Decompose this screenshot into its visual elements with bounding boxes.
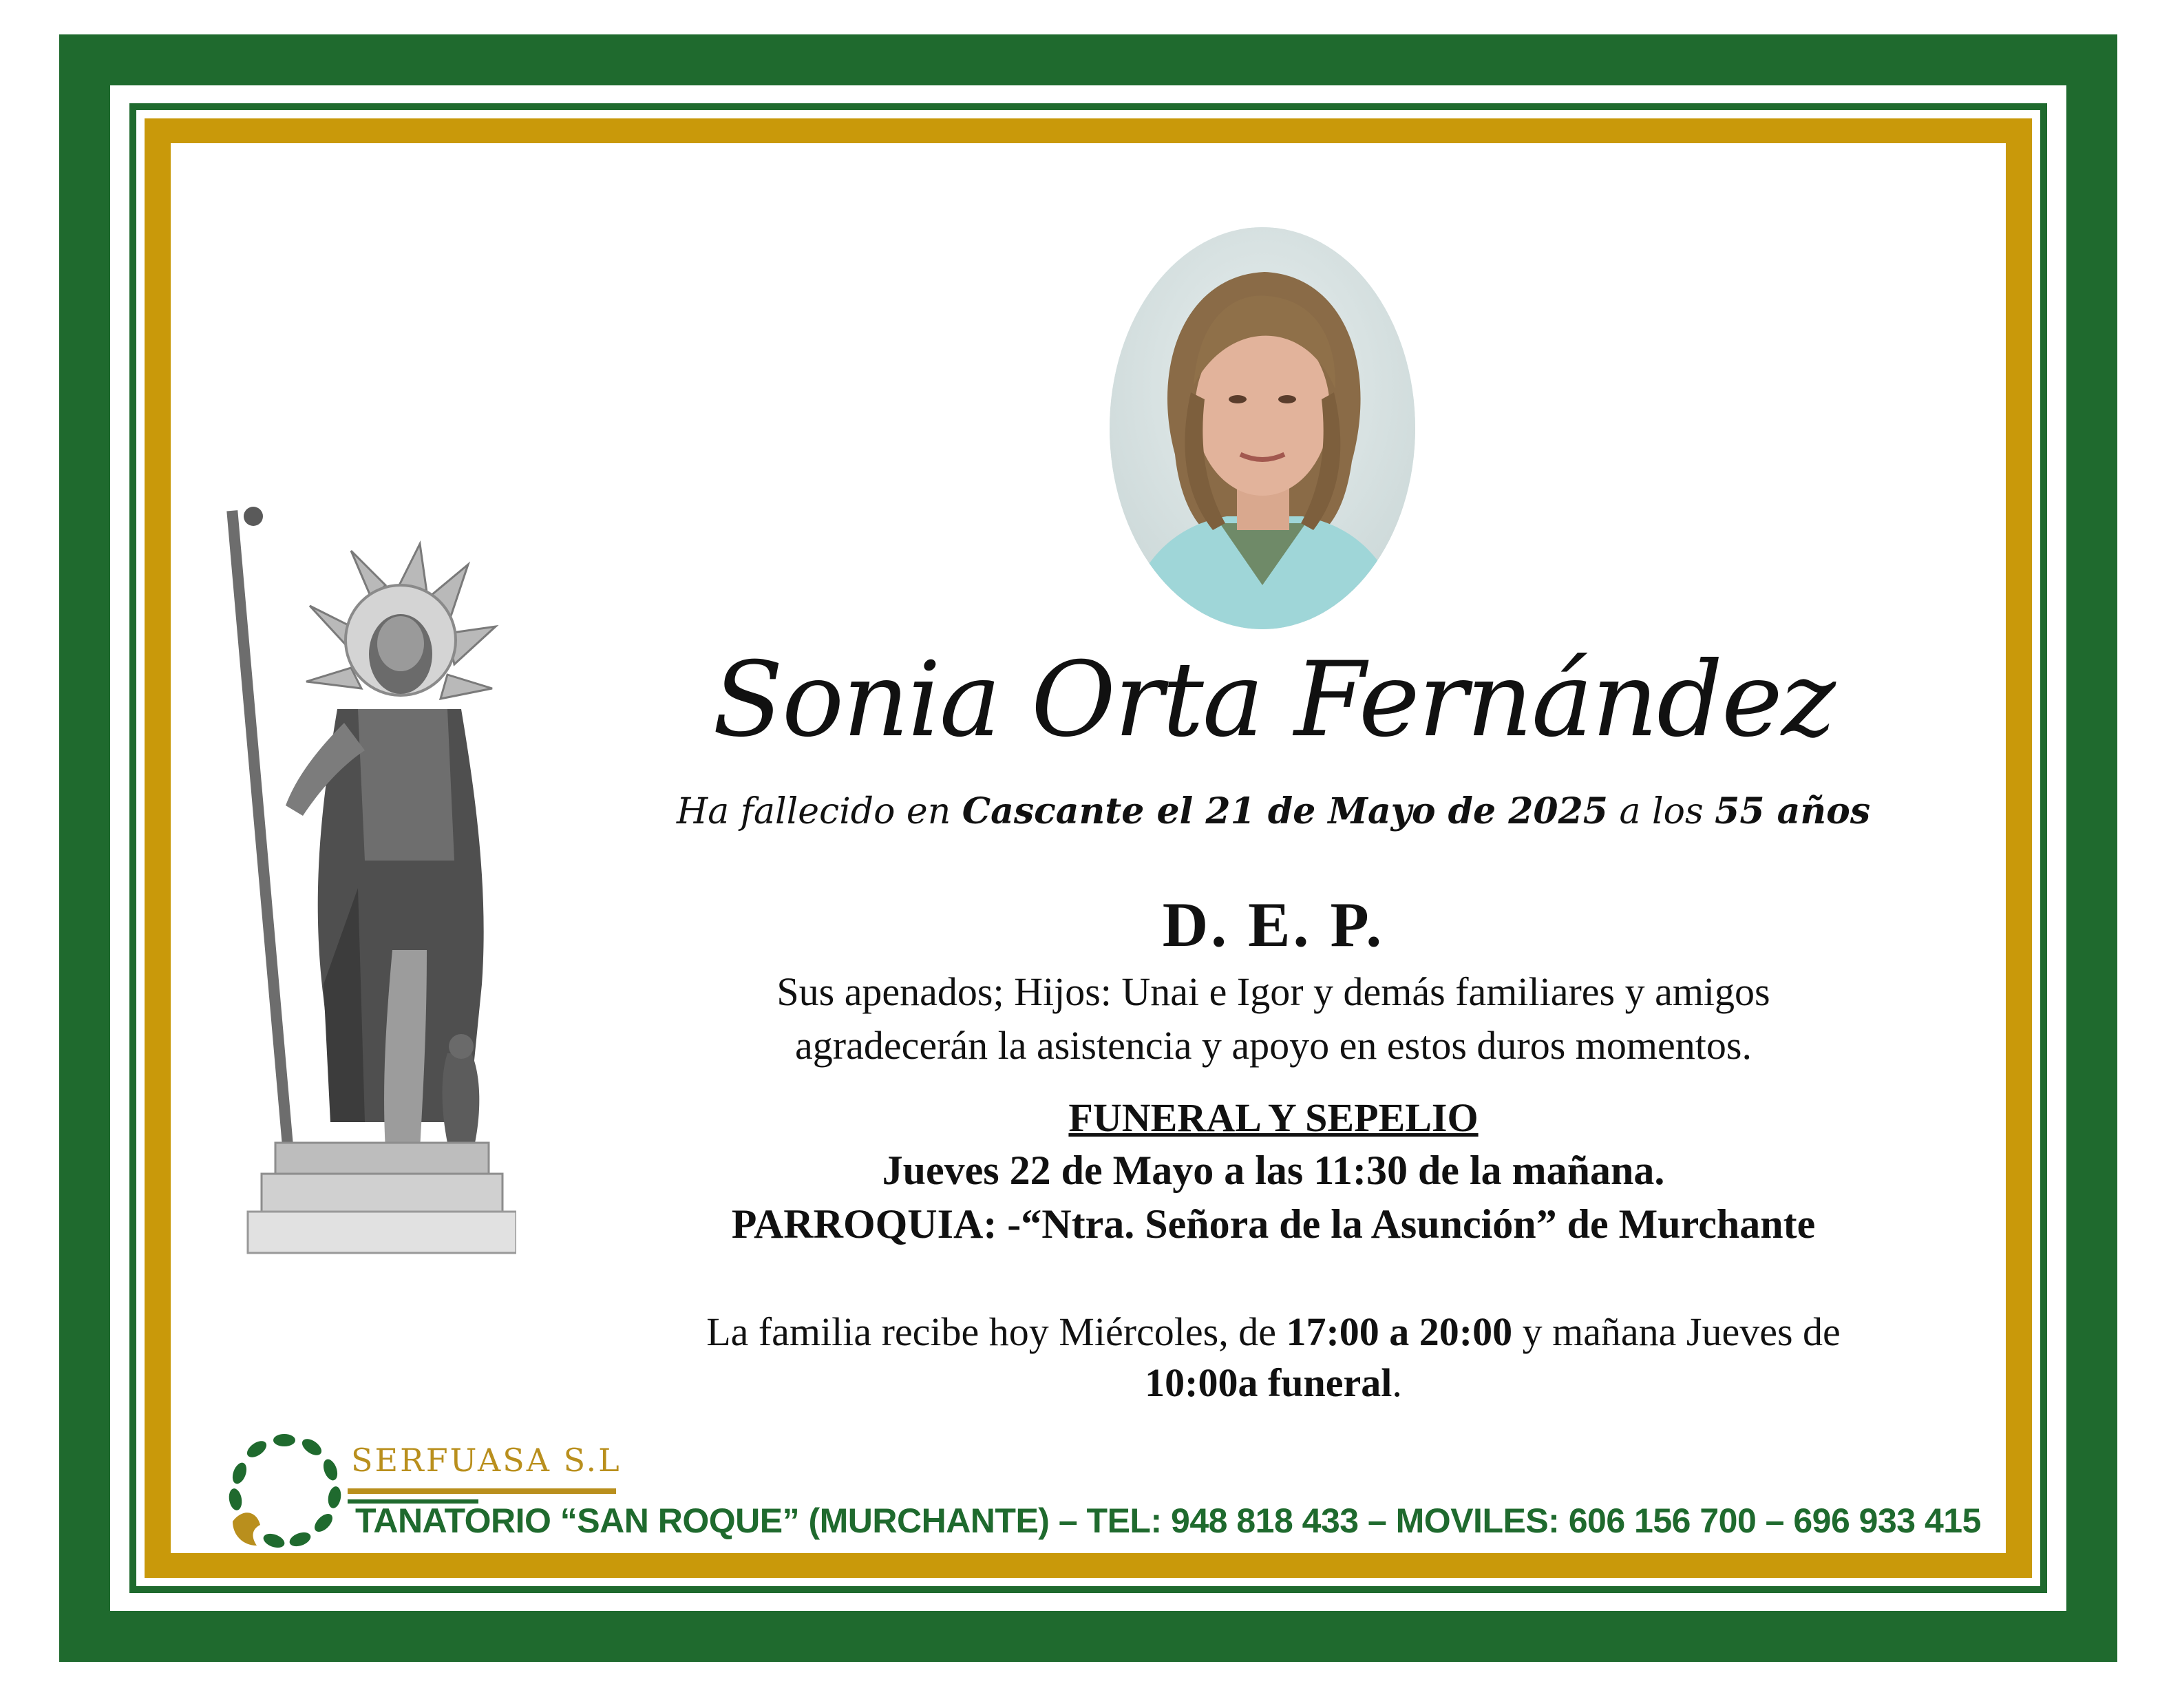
logo-underline-gold: [348, 1488, 616, 1494]
family-message: [482, 965, 2065, 1073]
visitation-info: [447, 1307, 2099, 1409]
visitation-middle: y mañana Jueves de: [1512, 1309, 1841, 1354]
saint-statue-image: [220, 503, 516, 1260]
death-prefix: Ha fallecido en: [676, 791, 962, 832]
portrait-photo: [1110, 227, 1415, 629]
company-name: SERFUASA S.L: [351, 1442, 622, 1479]
family-line-2: agradecerán la asistencia y apoyo en estos duros momentos.: [795, 1023, 1752, 1068]
age-prefix: a los: [1607, 791, 1715, 832]
footer-contact: TANATORIO “SAN ROQUE” (MURCHANTE) – TEL: 948 818 433 – MOVILES: 606 156 700 – 696 933 415: [355, 1501, 1981, 1540]
visitation-hours-tomorrow: 10:00a funeral: [1145, 1360, 1392, 1405]
death-announcement: [275, 790, 2171, 832]
age: 55 años: [1715, 790, 1871, 832]
funeral-date: Jueves 22 de Mayo a las 11:30 de la mañana.: [882, 1148, 1665, 1193]
visitation-hours-today: 17:00 a 20:00: [1286, 1309, 1513, 1354]
visitation-suffix: .: [1392, 1360, 1402, 1405]
funeral-parish: PARROQUIA: -“Ntra. Señora de la Asunción” de Murchante: [731, 1201, 1816, 1247]
visitation-line-2: [447, 1358, 2099, 1409]
deceased-name: Sonia Orta Fernández: [712, 640, 1834, 760]
wreath-logo: [219, 1425, 350, 1556]
visitation-line-1: [447, 1307, 2099, 1358]
dep-heading: D. E. P.: [1162, 889, 1385, 960]
funeral-title: FUNERAL Y SEPELIO: [1068, 1095, 1479, 1140]
death-place-date: Cascante el 21 de Mayo de 2025: [962, 790, 1608, 832]
visitation-prefix: La familia recibe hoy Miércoles, de: [706, 1309, 1286, 1354]
family-line-1: Sus apenados; Hijos: Unai e Igor y demás familiares y amigos: [776, 969, 1770, 1014]
